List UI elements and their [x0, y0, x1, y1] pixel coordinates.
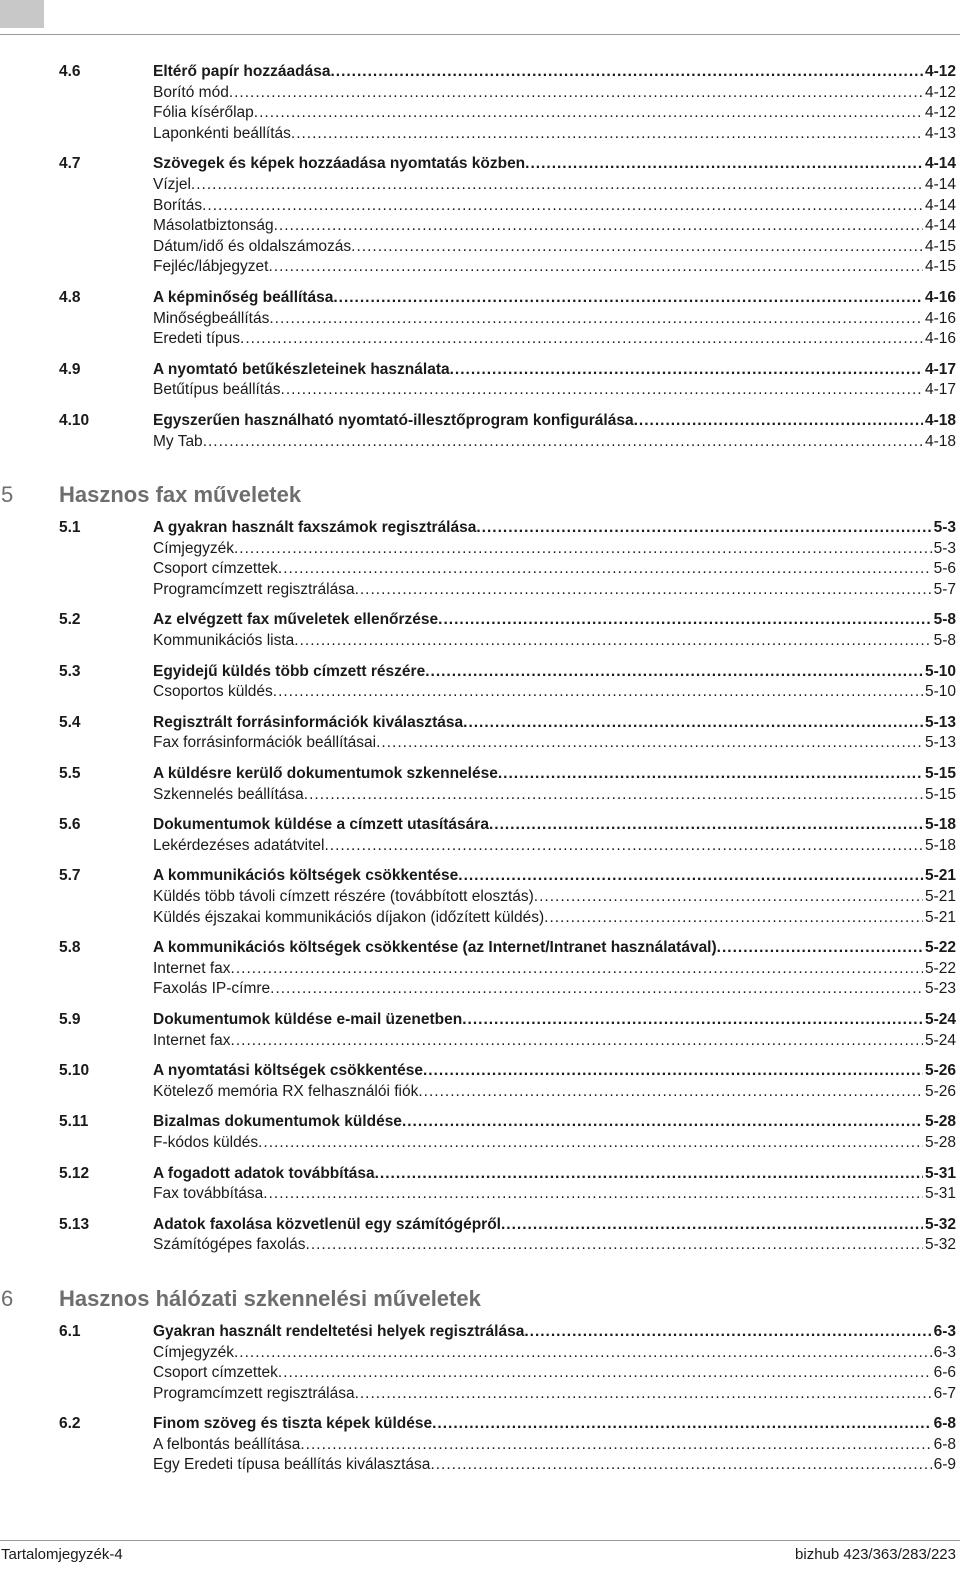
dot-leader	[498, 764, 923, 785]
toc-entry-section[interactable]	[59, 764, 956, 785]
toc-entry-section[interactable]	[59, 866, 956, 887]
chapter-heading	[0, 1286, 960, 1312]
dot-leader	[450, 360, 923, 381]
page-number: 4-15	[924, 258, 956, 276]
section-number: 5.12	[59, 1164, 90, 1182]
chapter-title: Hasznos fax műveletek	[59, 482, 302, 508]
page-number: 4-18	[924, 411, 956, 429]
subsection-title: Borítás	[153, 196, 203, 214]
toc-entry-section[interactable]	[59, 1112, 956, 1133]
section-number: 5.2	[59, 611, 81, 629]
subsection-title: Betűtípus beállítás	[153, 381, 281, 399]
section-number: 4.6	[59, 63, 81, 80]
toc-entry-subsection[interactable]	[153, 959, 956, 980]
dot-leader	[231, 1031, 923, 1052]
toc-entry-section[interactable]	[59, 938, 956, 959]
toc-entry-subsection[interactable]	[153, 1031, 956, 1052]
section-title: Dokumentumok küldése a címzett utasítására	[153, 816, 489, 834]
subsection-title: My Tab	[153, 432, 203, 450]
dot-leader	[278, 1363, 932, 1384]
section-title: A képminőség beállítása	[153, 288, 334, 306]
page-number: 4-14	[924, 196, 956, 214]
section-number: 5.11	[59, 1113, 89, 1131]
section-number: 5.6	[59, 816, 81, 834]
dot-leader	[717, 938, 923, 959]
dot-leader	[268, 257, 923, 278]
dot-leader	[418, 1082, 923, 1103]
page-number: 5-28	[924, 1113, 956, 1131]
dot-leader	[300, 1435, 931, 1456]
table-of-contents	[0, 62, 960, 1486]
section-title: A nyomtató betűkészleteinek használata	[153, 360, 450, 378]
page-number: 4-17	[924, 381, 956, 399]
header-rule	[0, 34, 960, 35]
toc-entry-subsection[interactable]	[153, 175, 956, 196]
page-number: 4-16	[924, 309, 956, 327]
toc-entry-subsection[interactable]	[153, 1343, 956, 1364]
toc-entry-subsection[interactable]	[153, 631, 956, 652]
section-number: 5.10	[59, 1062, 90, 1080]
subsection-title: Programcímzett regisztrálása	[153, 1384, 355, 1402]
subsection-title: Internet fax	[153, 1031, 231, 1049]
section-title: Szövegek és képek hozzáadása nyomtatás közben	[153, 155, 526, 173]
dot-leader	[269, 309, 923, 330]
subsection-title: A felbontás beállítása	[153, 1435, 301, 1453]
toc-section	[0, 1061, 960, 1102]
toc-entry-section[interactable]	[59, 610, 956, 631]
page-number: 4-14	[924, 217, 956, 235]
toc-entry-section[interactable]	[59, 1164, 956, 1185]
toc-entry-section[interactable]	[59, 1322, 956, 1343]
section-title: Egyidejű küldés több címzett részére	[153, 662, 426, 680]
page-number: 4-17	[924, 360, 956, 378]
section-number: 5.13	[59, 1215, 90, 1233]
dot-leader	[281, 380, 923, 401]
section-number: 4.7	[59, 155, 81, 173]
toc-entry-section[interactable]	[59, 154, 956, 175]
toc-section	[0, 288, 960, 350]
page-number: 6-7	[933, 1384, 956, 1402]
toc-section	[0, 713, 960, 754]
page-number: 6-8	[933, 1435, 956, 1453]
subsection-title: Kommunikációs lista	[153, 632, 295, 650]
section-title: Dokumentumok küldése e-mail üzenetben	[153, 1010, 463, 1028]
page-number: 5-31	[924, 1164, 956, 1182]
chapter-number: 5	[1, 482, 14, 508]
toc-entry-subsection[interactable]	[153, 580, 956, 601]
page-number: 5-3	[933, 539, 956, 557]
section-title: A kommunikációs költségek csökkentése (az Internet/Intranet használatával)	[153, 939, 717, 957]
page-number: 5-7	[933, 580, 956, 598]
dot-leader	[430, 1455, 931, 1476]
chapter-title: Hasznos hálózati szkennelési műveletek	[59, 1285, 481, 1311]
toc-entry-section[interactable]	[59, 713, 956, 734]
subsection-title: Programcímzett regisztrálása	[153, 580, 355, 598]
toc-entry-subsection[interactable]	[153, 836, 956, 857]
page-number: 5-26	[924, 1082, 956, 1100]
dot-leader	[432, 1414, 931, 1435]
page-number: 5-15	[924, 765, 956, 783]
dot-leader	[273, 682, 923, 703]
page-number: 4-16	[924, 288, 956, 306]
dot-leader	[203, 432, 923, 453]
toc-section	[0, 610, 960, 651]
page-number: 5-31	[924, 1185, 956, 1203]
page-number: 5-8	[933, 611, 956, 629]
subsection-title: Másolatbiztonság	[153, 217, 274, 235]
toc-entry-subsection[interactable]	[153, 733, 956, 754]
toc-section	[0, 62, 960, 144]
page-number: 5-10	[924, 662, 956, 680]
dot-leader	[355, 580, 932, 601]
toc-entry-section[interactable]	[59, 518, 956, 539]
section-number: 5.3	[59, 662, 81, 680]
dot-leader	[229, 83, 923, 104]
toc-entry-subsection[interactable]	[153, 1082, 956, 1103]
subsection-title: Egy Eredeti típusa beállítás kiválasztása	[153, 1456, 431, 1474]
toc-entry-subsection[interactable]	[153, 216, 956, 237]
dot-leader	[294, 631, 931, 652]
dot-leader	[425, 662, 923, 683]
section-number: 4.8	[59, 288, 81, 306]
toc-entry-section[interactable]	[59, 62, 956, 83]
page-number: 4-15	[924, 237, 956, 255]
section-title: A nyomtatási költségek csökkentése	[153, 1062, 423, 1080]
dot-leader	[263, 1184, 923, 1205]
header-tab	[0, 0, 44, 28]
toc-entry-section[interactable]	[59, 1414, 956, 1435]
section-title: Egyszerűen használható nyomtató-illesztőprogram konfigurálása	[153, 411, 634, 429]
subsection-title: Fax továbbítása	[153, 1185, 264, 1203]
toc-section	[0, 764, 960, 805]
toc-entry-subsection[interactable]	[153, 887, 956, 908]
dot-leader	[202, 196, 923, 217]
dot-leader	[376, 733, 923, 754]
toc-entry-subsection[interactable]	[153, 432, 956, 453]
subsection-title: Fólia kísérőlap	[153, 104, 254, 122]
toc-entry-subsection[interactable]	[153, 196, 956, 217]
subsection-title: Szkennelés beállítása	[153, 785, 304, 803]
dot-leader	[254, 103, 923, 124]
section-title: Az elvégzett fax műveletek ellenőrzése	[153, 611, 439, 629]
subsection-title: Csoport címzettek	[153, 560, 278, 578]
footer-model-label: bizhub 423/363/283/223	[795, 1546, 956, 1563]
subsection-title: Borító mód	[153, 83, 229, 101]
dot-leader	[191, 175, 923, 196]
subsection-title: Eredeti típus	[153, 330, 241, 348]
toc-section	[0, 662, 960, 703]
subsection-title: Vízjel	[153, 175, 191, 193]
dot-leader	[525, 154, 923, 175]
subsection-title: Fax forrásinformációk beállításai	[153, 734, 377, 752]
toc-entry-subsection[interactable]	[153, 1435, 956, 1456]
subsection-title: Csoportos küldés	[153, 683, 273, 701]
section-number: 6.1	[59, 1322, 81, 1340]
page-number: 5-6	[933, 560, 956, 578]
dot-leader	[231, 959, 923, 980]
dot-leader	[534, 887, 923, 908]
subsection-title: Minőségbeállítás	[153, 309, 270, 327]
page-number: 5-22	[924, 959, 956, 977]
toc-entry-subsection[interactable]	[153, 785, 956, 806]
dot-leader	[304, 785, 923, 806]
toc-section	[0, 1215, 960, 1256]
footer-rule	[0, 1540, 960, 1541]
page-number: 4-14	[924, 155, 956, 173]
dot-leader	[234, 1343, 932, 1364]
section-number: 6.2	[59, 1415, 81, 1433]
chapter-heading	[0, 482, 960, 508]
page-number: 5-26	[924, 1062, 956, 1080]
toc-entry-subsection[interactable]	[153, 380, 956, 401]
section-number: 5.8	[59, 939, 81, 957]
toc-section	[0, 938, 960, 1000]
subsection-title: F-kódos küldés	[153, 1133, 259, 1151]
dot-leader	[274, 216, 923, 237]
subsection-title: Küldés éjszakai kommunikációs díjakon (időzített küldés)	[153, 908, 545, 926]
subsection-title: Lekérdezéses adatátvitel	[153, 836, 325, 854]
chapter-number: 6	[1, 1285, 14, 1311]
footer-page-label: Tartalomjegyzék-4	[1, 1546, 123, 1563]
subsection-title: Címjegyzék	[153, 539, 234, 557]
toc-section	[0, 518, 960, 600]
toc-entry-subsection[interactable]	[153, 1184, 956, 1205]
page-number: 4-16	[924, 330, 956, 348]
page-number: 5-10	[924, 683, 956, 701]
subsection-title: Kötelező memória RX felhasználói fiók	[153, 1082, 419, 1100]
toc-entry-subsection[interactable]	[153, 559, 956, 580]
toc-entry-section[interactable]	[59, 1215, 956, 1236]
toc-section	[0, 1010, 960, 1051]
dot-leader	[351, 237, 923, 258]
toc-entry-subsection[interactable]	[153, 1455, 956, 1476]
toc-entry-section[interactable]	[59, 411, 956, 432]
section-number: 5.9	[59, 1010, 81, 1028]
dot-leader	[634, 411, 923, 432]
section-title: A fogadott adatok továbbítása	[153, 1164, 375, 1182]
dot-leader	[476, 518, 931, 539]
dot-leader	[234, 539, 932, 560]
page-number: 6-8	[933, 1415, 956, 1433]
subsection-title: Internet fax	[153, 959, 231, 977]
page-number: 5-18	[924, 816, 956, 834]
toc-section	[0, 1414, 960, 1476]
dot-leader	[278, 559, 932, 580]
section-number: 5.1	[59, 519, 81, 537]
section-number: 5.5	[59, 765, 81, 783]
toc-entry-subsection[interactable]	[153, 257, 956, 278]
page-number: 6-6	[933, 1364, 956, 1382]
dot-leader	[240, 329, 923, 350]
toc-entry-subsection[interactable]	[153, 682, 956, 703]
toc-entry-section[interactable]	[59, 288, 956, 309]
dot-leader	[402, 1112, 923, 1133]
toc-section	[0, 866, 960, 928]
toc-entry-section[interactable]	[59, 1061, 956, 1082]
subsection-title: Címjegyzék	[153, 1343, 234, 1361]
dot-leader	[463, 713, 923, 734]
dot-leader	[258, 1133, 923, 1154]
page-number: 5-21	[924, 888, 956, 905]
page-number: 5-28	[924, 1133, 956, 1151]
dot-leader	[544, 908, 923, 929]
section-number: 4.10	[59, 411, 90, 429]
dot-leader	[423, 1061, 923, 1082]
section-title: A kommunikációs költségek csökkentése	[153, 867, 459, 885]
page-number: 5-13	[924, 713, 956, 731]
subsection-title: Laponkénti beállítás	[153, 124, 291, 142]
page-number: 6-3	[933, 1322, 956, 1340]
subsection-title: Dátum/idő és oldalszámozás	[153, 237, 352, 255]
toc-section	[0, 815, 960, 856]
section-number: 5.4	[59, 713, 81, 731]
page-number: 5-23	[924, 980, 956, 998]
toc-entry-subsection[interactable]	[153, 1384, 956, 1405]
section-title: A gyakran használt faxszámok regisztrálása	[153, 519, 477, 537]
subsection-title: Fejléc/lábjegyzet	[153, 258, 269, 276]
toc-entry-subsection[interactable]	[153, 908, 956, 929]
subsection-title: Küldés több távoli címzett részére (továbbított elosztás)	[153, 888, 534, 905]
dot-leader	[458, 866, 923, 887]
section-number: 5.7	[59, 867, 81, 885]
dot-leader	[524, 1322, 931, 1343]
page-number: 6-9	[933, 1456, 956, 1474]
dot-leader	[270, 979, 923, 1000]
toc-entry-subsection[interactable]	[153, 1133, 956, 1154]
toc-section	[0, 1164, 960, 1205]
section-title: A küldésre kerülő dokumentumok szkennelése	[153, 765, 498, 783]
toc-entry-section[interactable]	[59, 1010, 956, 1031]
page-number: 5-24	[924, 1031, 956, 1049]
page-number: 5-21	[924, 867, 956, 885]
toc-entry-subsection[interactable]	[153, 329, 956, 350]
dot-leader	[330, 62, 923, 83]
dot-leader	[462, 1010, 923, 1031]
page-number: 5-18	[924, 836, 956, 854]
dot-leader	[501, 1215, 923, 1236]
section-title: Bizalmas dokumentumok küldése	[153, 1113, 402, 1131]
section-title: Adatok faxolása közvetlenül egy számítógépről	[153, 1215, 501, 1233]
toc-entry-subsection[interactable]	[153, 1363, 956, 1384]
page-number: 4-12	[924, 63, 956, 80]
toc-entry-section[interactable]	[59, 815, 956, 836]
toc-entry-subsection[interactable]	[153, 539, 956, 560]
toc-section	[0, 411, 960, 452]
dot-leader	[438, 610, 931, 631]
page-number: 5-22	[924, 939, 956, 957]
section-title: Regisztrált forrásinformációk kiválasztása	[153, 713, 464, 731]
dot-leader	[291, 124, 923, 145]
toc-section	[0, 1322, 960, 1404]
toc-section	[0, 154, 960, 278]
page-number: 5-32	[924, 1215, 956, 1233]
page-number: 5-8	[933, 632, 956, 650]
page-number: 4-13	[924, 124, 956, 142]
dot-leader	[375, 1164, 923, 1185]
page-number: 5-24	[924, 1010, 956, 1028]
section-title: Gyakran használt rendeltetési helyek regisztrálása	[153, 1322, 525, 1340]
section-title: Finom szöveg és tiszta képek küldése	[153, 1415, 433, 1433]
page-number: 4-14	[924, 175, 956, 193]
page-number: 4-12	[924, 104, 956, 122]
page-number: 5-32	[924, 1236, 956, 1254]
dot-leader	[306, 1235, 923, 1256]
dot-leader	[333, 288, 923, 309]
page-number: 5-13	[924, 734, 956, 752]
subsection-title: Csoport címzettek	[153, 1364, 278, 1382]
section-number: 4.9	[59, 360, 81, 378]
subsection-title: Számítógépes faxolás	[153, 1236, 306, 1254]
toc-section	[0, 1112, 960, 1153]
toc-entry-subsection[interactable]	[153, 103, 956, 124]
page-number: 5-3	[933, 519, 956, 537]
toc-entry-subsection[interactable]	[153, 1235, 956, 1256]
toc-entry-subsection[interactable]	[153, 83, 956, 104]
page-number: 5-15	[924, 785, 956, 803]
page-number: 4-12	[924, 83, 956, 101]
toc-entry-subsection[interactable]	[153, 124, 956, 145]
dot-leader	[489, 815, 923, 836]
toc-entry-subsection[interactable]	[153, 979, 956, 1000]
toc-entry-section[interactable]	[59, 662, 956, 683]
page-number: 4-18	[924, 432, 956, 450]
toc-entry-subsection[interactable]	[153, 237, 956, 258]
subsection-title: Faxolás IP-címre	[153, 980, 271, 998]
dot-leader	[355, 1384, 932, 1405]
toc-entry-section[interactable]	[59, 360, 956, 381]
page-number: 5-21	[924, 908, 956, 926]
dot-leader	[324, 836, 923, 857]
page-number: 6-3	[933, 1343, 956, 1361]
section-title: Eltérő papír hozzáadása	[153, 63, 331, 80]
toc-entry-subsection[interactable]	[153, 309, 956, 330]
toc-section	[0, 360, 960, 401]
